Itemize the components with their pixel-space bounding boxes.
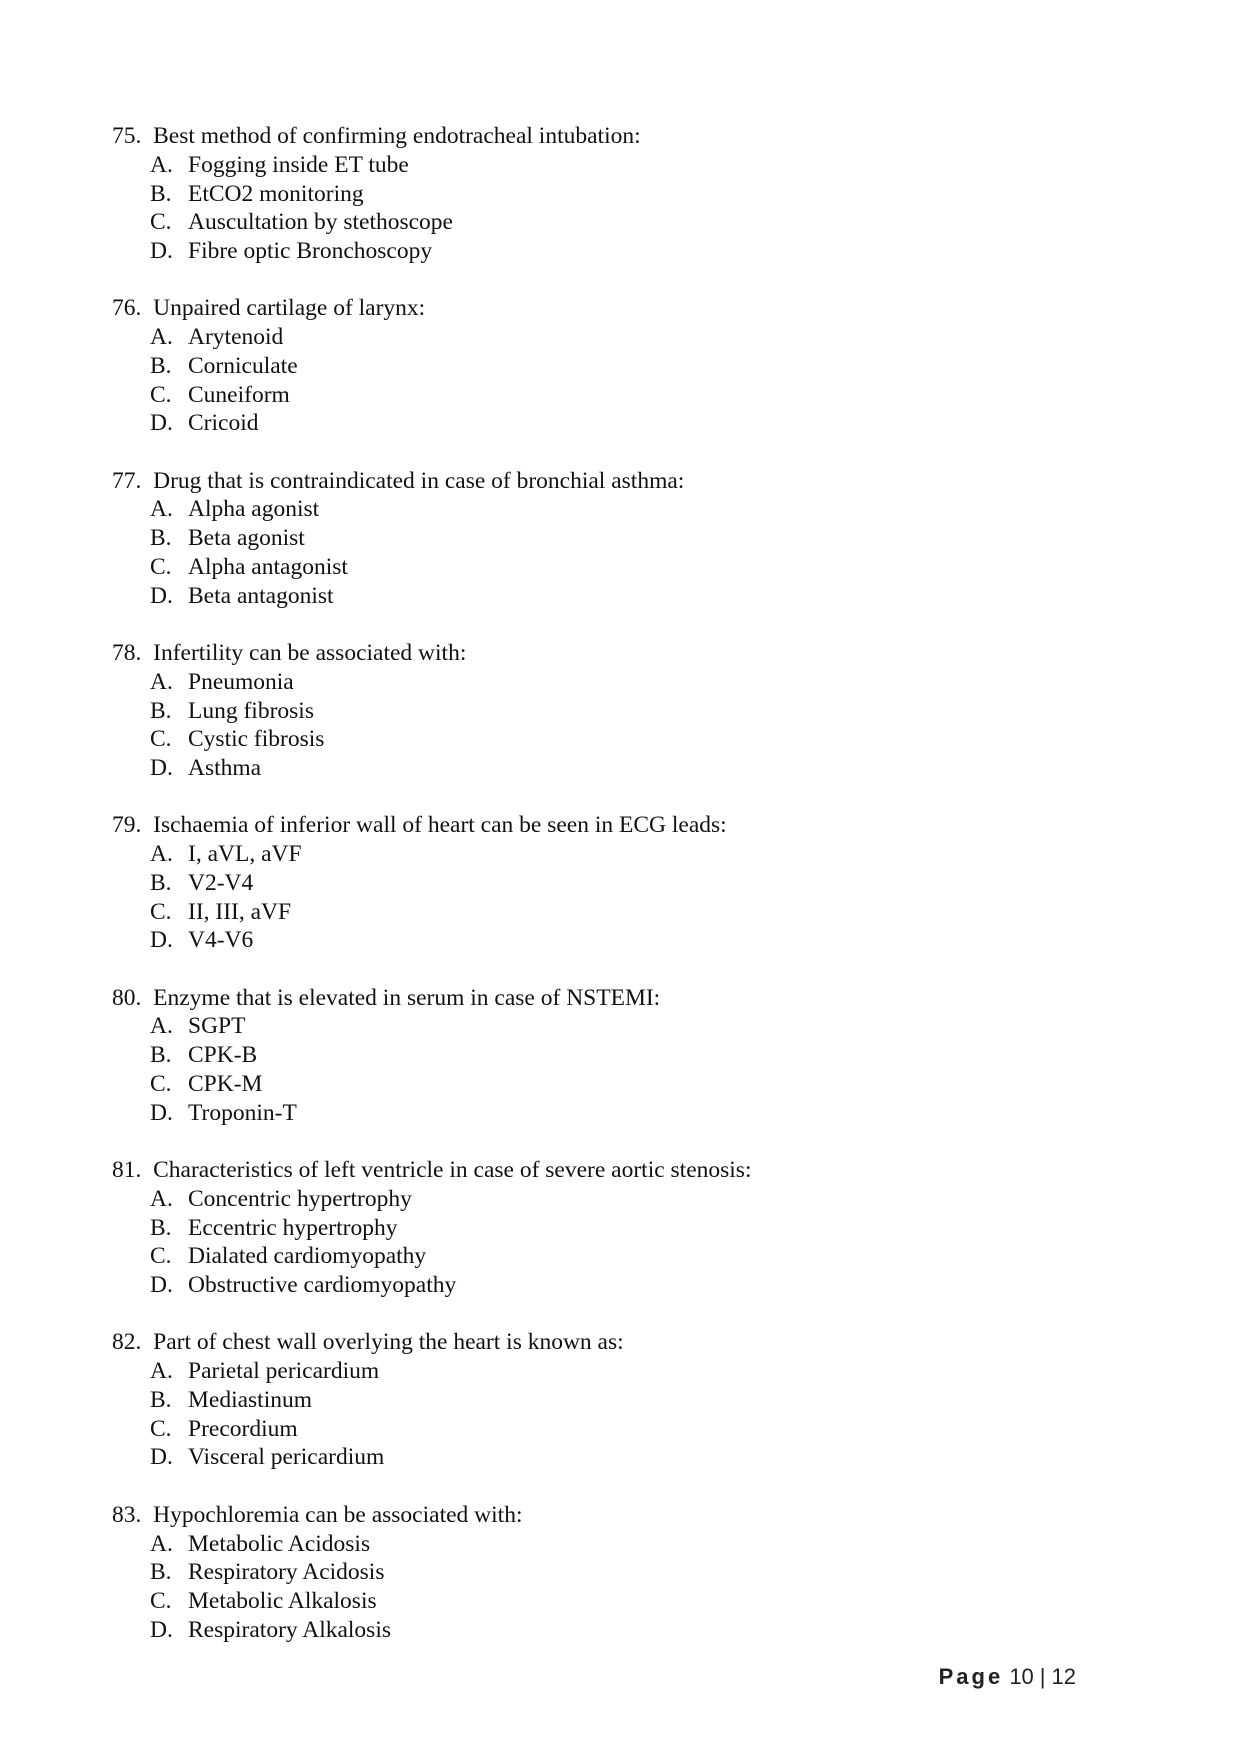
option-list [112,1530,1112,1645]
option-list [112,1012,1112,1127]
option-c [112,1587,1112,1616]
option-b [112,1214,1112,1243]
question-item [112,294,1112,438]
option-list [112,668,1112,783]
option-d [112,1099,1112,1128]
option-d [112,1443,1112,1472]
option-letter: D. [150,755,173,782]
option-c [112,1242,1112,1271]
option-letter: B. [150,697,172,724]
option-a [112,1357,1112,1386]
question-stem [112,1501,1112,1530]
question-number: 76. [112,295,148,322]
option-text: V2-V4 [188,869,254,896]
option-text: Parietal pericardium [188,1358,380,1385]
option-text: Asthma [188,755,262,782]
question-stem [112,1156,1112,1185]
question-text: Infertility can be associated with: [153,640,467,667]
option-letter: A. [150,841,173,868]
option-a [112,1185,1112,1214]
option-d [112,1616,1112,1645]
option-letter: B. [150,1559,172,1586]
question-text: Ischaemia of inferior wall of heart can be seen in ECG leads: [153,812,727,839]
option-letter: B. [150,1214,172,1241]
option-b [112,697,1112,726]
option-b [112,1041,1112,1070]
option-c [112,1415,1112,1444]
option-letter: B. [150,869,172,896]
page-footer [939,1664,1076,1690]
option-letter: C. [150,1415,172,1442]
current-page-number: 10 [1009,1664,1034,1689]
option-letter: C. [150,1588,172,1614]
option-letter: D. [150,1272,173,1299]
question-text: Drug that is contraindicated in case of bronchial asthma: [153,467,685,494]
option-text: Fibre optic Bronchoscopy [188,238,433,264]
option-letter: A. [150,1530,173,1557]
question-text: Unpaired cartilage of larynx: [153,295,426,322]
option-c [112,725,1112,754]
question-item [112,811,1112,955]
question-number: 77. [112,467,148,494]
option-letter: B. [150,525,172,552]
option-text: Cricoid [188,410,259,437]
question-number: 79. [112,812,148,839]
option-text: Lung fibrosis [188,697,314,724]
option-letter: C. [150,898,172,925]
option-d [112,926,1112,955]
option-letter: D. [150,927,173,954]
option-text: Visceral pericardium [188,1444,385,1471]
question-text: Enzyme that is elevated in serum in case of NSTEMI: [153,984,661,1011]
option-b [112,352,1112,381]
option-letter: B. [150,1042,172,1069]
question-item [112,639,1112,783]
option-a [112,495,1112,524]
option-list [112,840,1112,955]
option-c [112,381,1112,410]
option-letter: B. [150,352,172,379]
option-letter: A. [150,151,173,178]
option-b [112,1386,1112,1415]
option-text: V4-V6 [188,927,254,954]
question-stem [112,811,1112,840]
question-stem [112,639,1112,668]
option-text: Dialated cardiomyopathy [188,1243,427,1270]
option-text: Arytenoid [188,324,284,351]
question-stem [112,1328,1112,1357]
question-stem [112,122,1112,151]
option-c [112,553,1112,582]
option-a [112,668,1112,697]
option-text: Cuneiform [188,381,290,408]
option-list [112,1357,1112,1472]
option-letter: A. [150,668,173,695]
option-letter: C. [150,726,172,753]
question-item [112,1156,1112,1300]
question-number: 81. [112,1157,148,1184]
option-a [112,1012,1112,1041]
option-list [112,1185,1112,1300]
option-b [112,180,1112,209]
option-letter: A. [150,324,173,351]
option-text: Cystic fibrosis [188,726,325,753]
option-letter: C. [150,381,172,408]
option-text: CPK-B [188,1042,258,1069]
option-text: Fogging inside ET tube [188,151,409,178]
question-text: Best method of confirming endotracheal intubation: [153,123,641,149]
option-text: Precordium [188,1415,298,1442]
option-text: Respiratory Alkalosis [188,1616,391,1643]
option-a [112,151,1112,180]
option-text: EtCO2 monitoring [188,180,364,207]
option-text: Metabolic Alkalosis [188,1588,377,1614]
option-a [112,1530,1112,1559]
option-text: Mediastinum [188,1386,313,1413]
option-d [112,409,1112,438]
option-text: Troponin-T [188,1099,297,1126]
option-text: Beta antagonist [188,582,334,609]
option-b [112,1558,1112,1587]
option-b [112,524,1112,553]
question-item [112,1328,1112,1472]
question-item [112,984,1112,1128]
option-text: Concentric hypertrophy [188,1185,412,1212]
option-d [112,582,1112,611]
option-d [112,754,1112,783]
option-letter: C. [150,1070,172,1097]
option-c [112,208,1112,237]
option-a [112,323,1112,352]
option-letter: D. [150,410,173,437]
question-number: 78. [112,640,148,667]
option-text: I, aVL, aVF [188,841,302,868]
option-letter: D. [150,238,173,264]
option-text: Beta agonist [188,525,305,552]
option-c [112,898,1112,927]
option-d [112,1271,1112,1300]
option-text: Obstructive cardiomyopathy [188,1272,457,1299]
option-text: II, III, aVF [188,898,292,925]
question-number: 80. [112,984,148,1011]
question-number: 82. [112,1329,148,1356]
option-list [112,151,1112,266]
option-text: Auscultation by stethoscope [188,209,453,236]
option-letter: D. [150,1099,173,1126]
question-stem [112,984,1112,1013]
total-pages: 12 [1051,1664,1076,1689]
option-letter: B. [150,1386,172,1413]
option-text: Metabolic Acidosis [188,1530,371,1557]
option-text: Alpha antagonist [188,553,348,580]
question-stem [112,294,1112,323]
option-text: SGPT [188,1013,246,1040]
option-letter: C. [150,553,172,580]
option-c [112,1070,1112,1099]
option-letter: D. [150,1444,173,1471]
option-b [112,869,1112,898]
page-separator: | [1039,1664,1046,1689]
page-label: Page [938,1664,1004,1689]
option-list [112,495,1112,610]
option-d [112,237,1112,266]
question-number: 83. [112,1501,148,1528]
option-letter: A. [150,496,173,523]
question-text: Characteristics of left ventricle in case of severe aortic stenosis: [153,1157,752,1184]
option-text: Pneumonia [188,668,294,695]
option-letter: D. [150,582,173,609]
option-text: Respiratory Acidosis [188,1559,385,1586]
option-list [112,323,1112,438]
option-letter: A. [150,1185,173,1212]
option-text: Eccentric hypertrophy [188,1214,398,1241]
question-text: Hypochloremia can be associated with: [153,1501,523,1528]
question-number: 75. [112,123,148,149]
option-letter: A. [150,1358,173,1385]
question-item [112,1501,1112,1645]
option-letter: A. [150,1013,173,1040]
question-item [112,122,1112,266]
option-letter: D. [150,1616,173,1643]
question-stem [112,467,1112,496]
option-letter: B. [150,180,172,207]
question-list [112,122,1112,1673]
option-letter: C. [150,209,172,236]
option-text: Alpha agonist [188,496,320,523]
option-letter: C. [150,1243,172,1270]
option-text: Corniculate [188,352,298,379]
question-text: Part of chest wall overlying the heart is known as: [153,1329,624,1356]
question-item [112,467,1112,611]
option-a [112,840,1112,869]
option-text: CPK-M [188,1070,263,1097]
